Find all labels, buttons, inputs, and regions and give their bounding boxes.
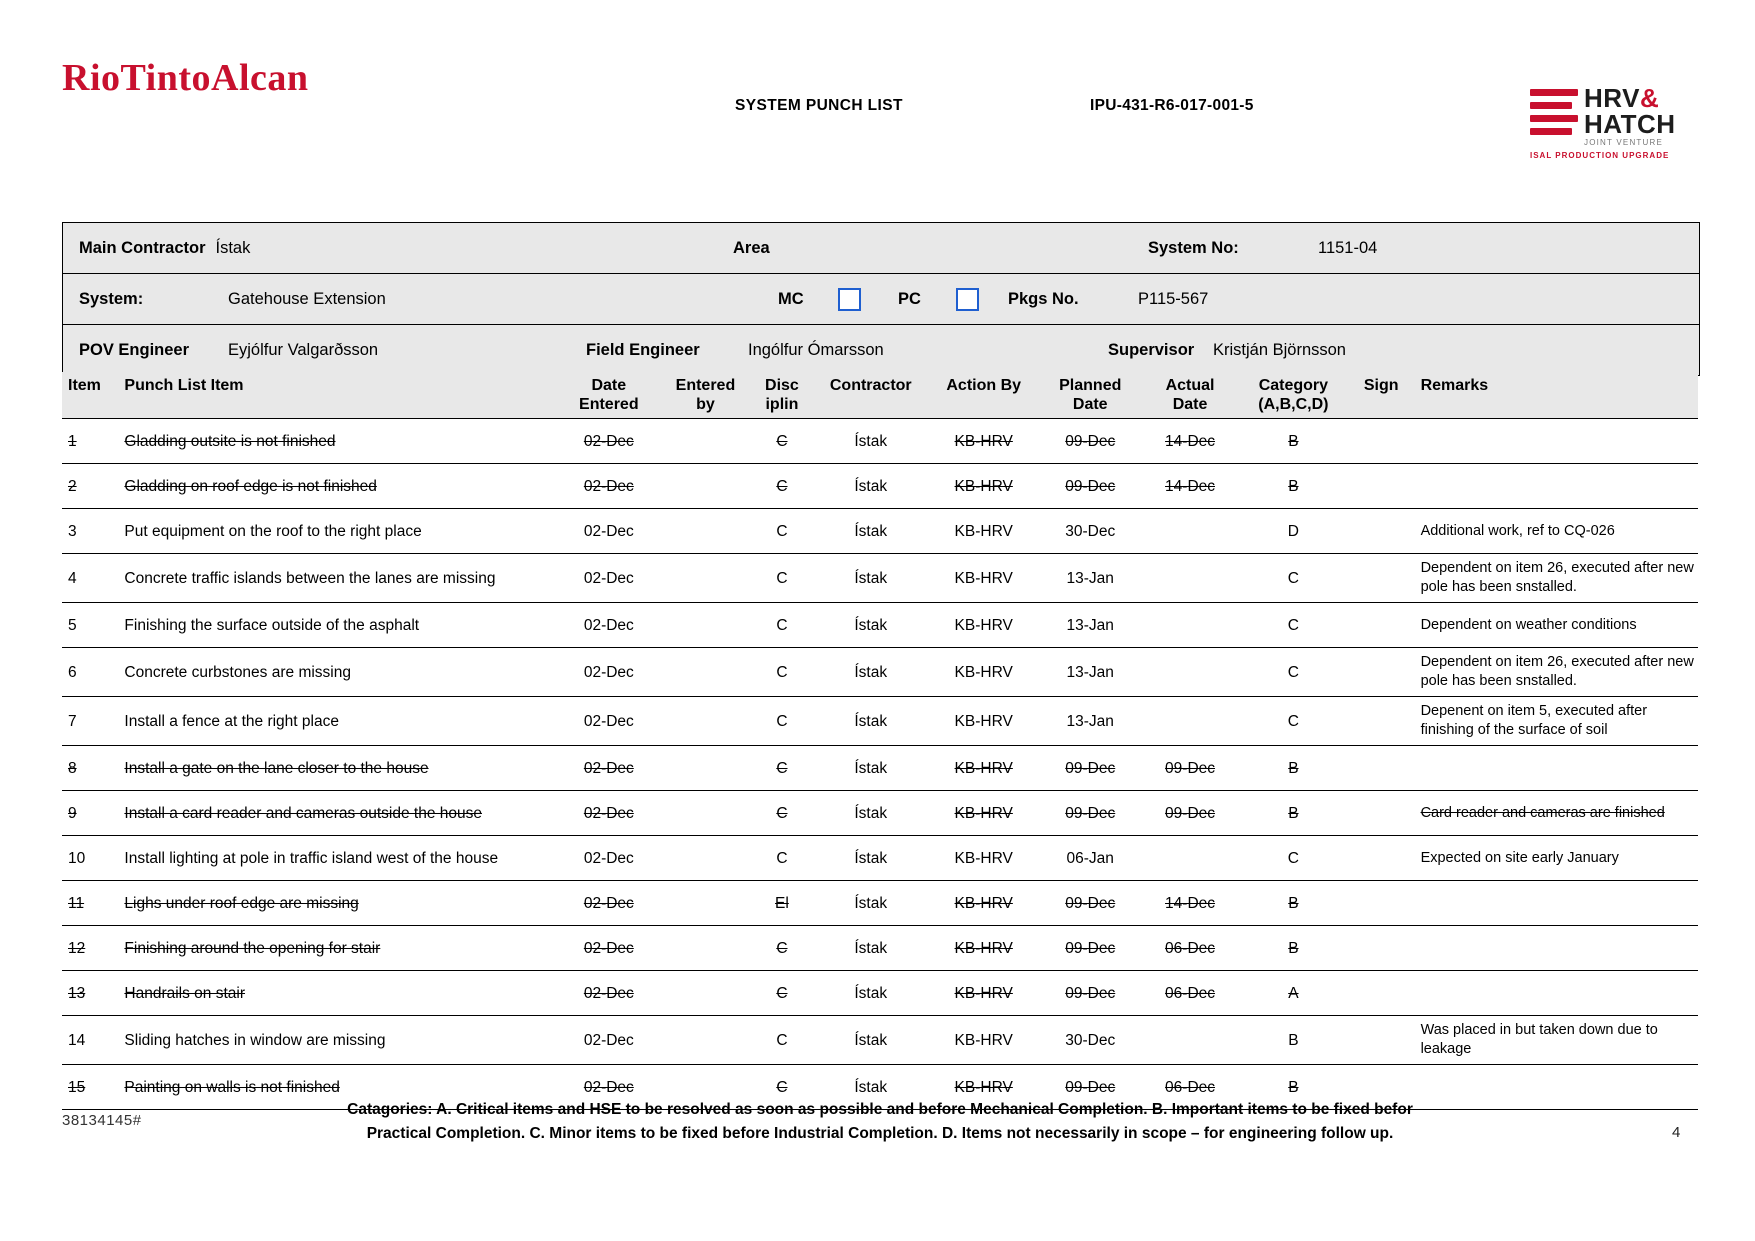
cell-planned-date: 13-Jan [1039, 554, 1141, 603]
cell-entered-by [660, 926, 750, 971]
info-row-contractor [63, 223, 1699, 274]
cell-discipline: C [750, 554, 813, 603]
cell-item: 1 [62, 419, 116, 464]
hrv-logo-amp: & [1639, 83, 1660, 113]
cell-action-by: KB-HRV [928, 791, 1039, 836]
cell-actual-date: 06-Dec [1141, 971, 1239, 1016]
cell-category: B [1239, 881, 1348, 926]
cell-discipline: C [750, 971, 813, 1016]
cell-sign [1348, 1016, 1415, 1065]
cell-contractor: Ístak [813, 971, 928, 1016]
cell-planned-date: 09-Dec [1039, 971, 1141, 1016]
pkgs-value: P115-567 [1138, 289, 1209, 308]
cell-entered-by [660, 464, 750, 509]
cell-entered-by [660, 554, 750, 603]
cell-category: B [1239, 791, 1348, 836]
cell-sign [1348, 836, 1415, 881]
cell-remarks: Dependent on item 26, executed after new pole has been snstalled. [1415, 648, 1698, 697]
cell-item: 7 [62, 697, 116, 746]
col-remarks: Remarks [1415, 372, 1698, 419]
cell-entered-by [660, 971, 750, 1016]
col-planned-date: Planned Date [1039, 372, 1141, 419]
table-row [62, 1016, 1698, 1065]
cell-description: Painting on walls is not finished [116, 1065, 557, 1110]
cell-contractor: Ístak [813, 648, 928, 697]
supervisor-value: Kristján Björnsson [1213, 340, 1346, 359]
col-action-by: Action By [928, 372, 1039, 419]
table-row [62, 697, 1698, 746]
table-row [62, 971, 1698, 1016]
system-no-value: 1151-04 [1318, 238, 1378, 257]
cell-description: Finishing around the opening for stair [116, 926, 557, 971]
cell-discipline: El [750, 881, 813, 926]
table-row [62, 926, 1698, 971]
cell-remarks: Card reader and cameras are finished [1415, 791, 1698, 836]
cell-action-by: KB-HRV [928, 926, 1039, 971]
cell-entered-by [660, 836, 750, 881]
cell-planned-date: 09-Dec [1039, 746, 1141, 791]
cell-action-by: KB-HRV [928, 697, 1039, 746]
cell-description: Sliding hatches in window are missing [116, 1016, 557, 1065]
cell-date-entered: 02-Dec [557, 926, 660, 971]
cell-actual-date [1141, 648, 1239, 697]
table-row [62, 603, 1698, 648]
mc-checkbox[interactable] [838, 288, 861, 311]
cell-sign [1348, 926, 1415, 971]
cell-category: B [1239, 464, 1348, 509]
cell-item: 3 [62, 509, 116, 554]
cell-discipline: C [750, 697, 813, 746]
cell-date-entered: 02-Dec [557, 648, 660, 697]
cell-action-by: KB-HRV [928, 419, 1039, 464]
cell-remarks: Dependent on weather conditions [1415, 603, 1698, 648]
cell-planned-date: 30-Dec [1039, 1016, 1141, 1065]
col-contractor: Contractor [813, 372, 928, 419]
pov-engineer-label: POV Engineer [79, 340, 190, 359]
cell-remarks: Dependent on item 26, executed after new pole has been snstalled. [1415, 554, 1698, 603]
cell-category: B [1239, 926, 1348, 971]
cell-planned-date: 13-Jan [1039, 697, 1141, 746]
cell-date-entered: 02-Dec [557, 464, 660, 509]
cell-remarks [1415, 419, 1698, 464]
cell-discipline: C [750, 509, 813, 554]
field-engineer-value: Ingólfur Ómarsson [748, 340, 884, 359]
cell-discipline: C [750, 419, 813, 464]
cell-contractor: Ístak [813, 926, 928, 971]
cell-remarks [1415, 464, 1698, 509]
cell-description: Install lighting at pole in traffic island west of the house [116, 836, 557, 881]
cell-actual-date [1141, 836, 1239, 881]
cell-date-entered: 02-Dec [557, 836, 660, 881]
cell-contractor: Ístak [813, 509, 928, 554]
cell-category: B [1239, 1065, 1348, 1110]
cell-entered-by [660, 746, 750, 791]
cell-action-by: KB-HRV [928, 509, 1039, 554]
hrv-logo-tagline: ISAL PRODUCTION UPGRADE [1530, 151, 1670, 160]
cell-actual-date: 14-Dec [1141, 419, 1239, 464]
cell-discipline: C [750, 1065, 813, 1110]
cell-actual-date: 06-Dec [1141, 1065, 1239, 1110]
document-number: IPU-431-R6-017-001-5 [1090, 97, 1254, 114]
cell-action-by: KB-HRV [928, 648, 1039, 697]
info-row-engineers [63, 325, 1699, 376]
punch-list-table [62, 372, 1698, 1110]
cell-description: Concrete curbstones are missing [116, 648, 557, 697]
cell-date-entered: 02-Dec [557, 881, 660, 926]
cell-action-by: KB-HRV [928, 603, 1039, 648]
cell-remarks: Was placed in but taken down due to leakage [1415, 1016, 1698, 1065]
cell-planned-date: 09-Dec [1039, 881, 1141, 926]
cell-contractor: Ístak [813, 881, 928, 926]
cell-planned-date: 09-Dec [1039, 1065, 1141, 1110]
col-sign: Sign [1348, 372, 1415, 419]
cell-sign [1348, 464, 1415, 509]
cell-action-by: KB-HRV [928, 1016, 1039, 1065]
table-row [62, 791, 1698, 836]
cell-action-by: KB-HRV [928, 464, 1039, 509]
cell-planned-date: 13-Jan [1039, 603, 1141, 648]
cell-discipline: C [750, 746, 813, 791]
cell-entered-by [660, 791, 750, 836]
system-label: System: [79, 289, 144, 308]
cell-category: C [1239, 836, 1348, 881]
cell-remarks [1415, 971, 1698, 1016]
cell-category: C [1239, 554, 1348, 603]
cell-remarks: Additional work, ref to CQ-026 [1415, 509, 1698, 554]
cell-item: 15 [62, 1065, 116, 1110]
cell-planned-date: 30-Dec [1039, 509, 1141, 554]
cell-date-entered: 02-Dec [557, 1016, 660, 1065]
cell-planned-date: 06-Jan [1039, 836, 1141, 881]
cell-entered-by [660, 1016, 750, 1065]
cell-action-by: KB-HRV [928, 881, 1039, 926]
col-item: Item [62, 372, 116, 419]
cell-sign [1348, 419, 1415, 464]
table-row [62, 648, 1698, 697]
cell-planned-date: 13-Jan [1039, 648, 1141, 697]
cell-action-by: KB-HRV [928, 1065, 1039, 1110]
cell-item: 2 [62, 464, 116, 509]
cell-date-entered: 02-Dec [557, 746, 660, 791]
table-row [62, 464, 1698, 509]
cell-entered-by [660, 881, 750, 926]
pov-engineer-value: Eyjólfur Valgarðsson [228, 340, 379, 359]
cell-contractor: Ístak [813, 419, 928, 464]
cell-date-entered: 02-Dec [557, 697, 660, 746]
cell-contractor: Ístak [813, 836, 928, 881]
cell-item: 9 [62, 791, 116, 836]
cell-date-entered: 02-Dec [557, 603, 660, 648]
cell-actual-date [1141, 603, 1239, 648]
cell-entered-by [660, 509, 750, 554]
cell-description: Handrails on stair [116, 971, 557, 1016]
table-row [62, 554, 1698, 603]
table-row [62, 509, 1698, 554]
cell-item: 13 [62, 971, 116, 1016]
cell-action-by: KB-HRV [928, 836, 1039, 881]
cell-date-entered: 02-Dec [557, 971, 660, 1016]
hrv-hatch-logo [1530, 85, 1700, 163]
cell-discipline: C [750, 1016, 813, 1065]
cell-date-entered: 02-Dec [557, 419, 660, 464]
pc-label: PC [898, 289, 921, 308]
cell-date-entered: 02-Dec [557, 509, 660, 554]
hrv-logo-text [1584, 85, 1676, 148]
col-entered-by: Entered by [660, 372, 750, 419]
info-row-system [63, 274, 1699, 325]
cell-category: C [1239, 603, 1348, 648]
cell-description: Finishing the surface outside of the asphalt [116, 603, 557, 648]
cell-actual-date: 06-Dec [1141, 926, 1239, 971]
cell-item: 10 [62, 836, 116, 881]
cell-item: 11 [62, 881, 116, 926]
hrv-logo-line1: HRV [1584, 83, 1640, 113]
cell-category: C [1239, 697, 1348, 746]
cell-discipline: C [750, 603, 813, 648]
cell-discipline: C [750, 836, 813, 881]
main-contractor-label: Main Contractor [79, 238, 206, 257]
footer-note-line-1: Catagories: A. Critical items and HSE to be resolved as soon as possible and before Mechanical Completion. B. Important items to be fixed befor [347, 1101, 1413, 1118]
cell-item: 8 [62, 746, 116, 791]
cell-category: A [1239, 971, 1348, 1016]
cell-item: 4 [62, 554, 116, 603]
rio-tinto-alcan-logo: RioTintoAlcan [62, 57, 309, 99]
document-header [0, 0, 1755, 160]
cell-action-by: KB-HRV [928, 746, 1039, 791]
hrv-logo-line3: JOINT VENTURE [1584, 138, 1664, 147]
cell-contractor: Ístak [813, 791, 928, 836]
cell-sign [1348, 881, 1415, 926]
supervisor-label: Supervisor [1108, 340, 1195, 359]
cell-sign [1348, 509, 1415, 554]
cell-description: Lighs under roof edge are missing [116, 881, 557, 926]
pkgs-label: Pkgs No. [1008, 289, 1079, 308]
cell-item: 5 [62, 603, 116, 648]
area-label: Area [733, 238, 770, 257]
cell-actual-date [1141, 554, 1239, 603]
footer-note-line-2: Practical Completion. C. Minor items to be fixed before Industrial Completion. D. Items not necessarily in scope – for engineering follow up. [366, 1125, 1394, 1142]
cell-category: B [1239, 746, 1348, 791]
cell-item: 6 [62, 648, 116, 697]
col-category: Category (A,B,C,D) [1239, 372, 1348, 419]
cell-discipline: C [750, 926, 813, 971]
cell-description: Gladding on roof edge is not finished [116, 464, 557, 509]
footer-document-code: 38134145# [62, 1112, 142, 1129]
cell-description: Install a gate on the lane closer to the house [116, 746, 557, 791]
cell-date-entered: 02-Dec [557, 791, 660, 836]
cell-sign [1348, 648, 1415, 697]
cell-entered-by [660, 603, 750, 648]
cell-sign [1348, 697, 1415, 746]
cell-actual-date [1141, 509, 1239, 554]
cell-description: Install a fence at the right place [116, 697, 557, 746]
cell-action-by: KB-HRV [928, 554, 1039, 603]
pc-checkbox[interactable] [956, 288, 979, 311]
table-row [62, 746, 1698, 791]
cell-description: Concrete traffic islands between the lanes are missing [116, 554, 557, 603]
cell-actual-date [1141, 697, 1239, 746]
cell-discipline: C [750, 648, 813, 697]
cell-sign [1348, 603, 1415, 648]
cell-remarks [1415, 926, 1698, 971]
cell-remarks [1415, 881, 1698, 926]
cell-entered-by [660, 419, 750, 464]
cell-remarks: Depenent on item 5, executed after finishing of the surface of soil [1415, 697, 1698, 746]
cell-sign [1348, 791, 1415, 836]
system-no-label: System No: [1148, 238, 1239, 257]
cell-category: B [1239, 419, 1348, 464]
cell-actual-date [1141, 1016, 1239, 1065]
system-value: Gatehouse Extension [228, 289, 386, 308]
cell-remarks [1415, 746, 1698, 791]
document-title: SYSTEM PUNCH LIST [735, 97, 903, 114]
cell-entered-by [660, 648, 750, 697]
cell-description: Put equipment on the roof to the right place [116, 509, 557, 554]
cell-remarks: Expected on site early January [1415, 836, 1698, 881]
table-row [62, 881, 1698, 926]
cell-category: D [1239, 509, 1348, 554]
footer-page-number: 4 [1672, 1124, 1681, 1141]
cell-contractor: Ístak [813, 464, 928, 509]
table-row [62, 419, 1698, 464]
cell-sign [1348, 554, 1415, 603]
cell-contractor: Ístak [813, 554, 928, 603]
cell-date-entered: 02-Dec [557, 554, 660, 603]
footer-categories-note [62, 1098, 1698, 1146]
cell-date-entered: 02-Dec [557, 1065, 660, 1110]
cell-description: Gladding outsite is not finished [116, 419, 557, 464]
col-date-entered: Date Entered [557, 372, 660, 419]
cell-sign [1348, 746, 1415, 791]
cell-contractor: Ístak [813, 746, 928, 791]
cell-entered-by [660, 697, 750, 746]
cell-actual-date: 09-Dec [1141, 746, 1239, 791]
cell-contractor: Ístak [813, 603, 928, 648]
cell-category: B [1239, 1016, 1348, 1065]
cell-contractor: Ístak [813, 1065, 928, 1110]
mc-label: MC [778, 289, 804, 308]
cell-planned-date: 09-Dec [1039, 926, 1141, 971]
cell-item: 12 [62, 926, 116, 971]
cell-sign [1348, 971, 1415, 1016]
cell-action-by: KB-HRV [928, 971, 1039, 1016]
cell-category: C [1239, 648, 1348, 697]
cell-description: Install a card reader and cameras outside the house [116, 791, 557, 836]
cell-planned-date: 09-Dec [1039, 791, 1141, 836]
field-engineer-label: Field Engineer [586, 340, 700, 359]
cell-planned-date: 09-Dec [1039, 464, 1141, 509]
cell-actual-date: 09-Dec [1141, 791, 1239, 836]
cell-contractor: Ístak [813, 1016, 928, 1065]
col-actual-date: Actual Date [1141, 372, 1239, 419]
cell-actual-date: 14-Dec [1141, 464, 1239, 509]
table-header-row [62, 372, 1698, 419]
table-body [62, 419, 1698, 1110]
system-info-block [62, 222, 1700, 376]
cell-planned-date: 09-Dec [1039, 419, 1141, 464]
cell-discipline: C [750, 791, 813, 836]
col-punch-item: Punch List Item [116, 372, 557, 419]
cell-discipline: C [750, 464, 813, 509]
hrv-logo-line2: HATCH [1584, 109, 1676, 139]
cell-item: 14 [62, 1016, 116, 1065]
table-row [62, 836, 1698, 881]
cell-actual-date: 14-Dec [1141, 881, 1239, 926]
hrv-bars-icon [1530, 89, 1578, 147]
main-contractor-value: Ístak [215, 238, 251, 257]
cell-contractor: Ístak [813, 697, 928, 746]
col-discipline: Disc iplin [750, 372, 813, 419]
